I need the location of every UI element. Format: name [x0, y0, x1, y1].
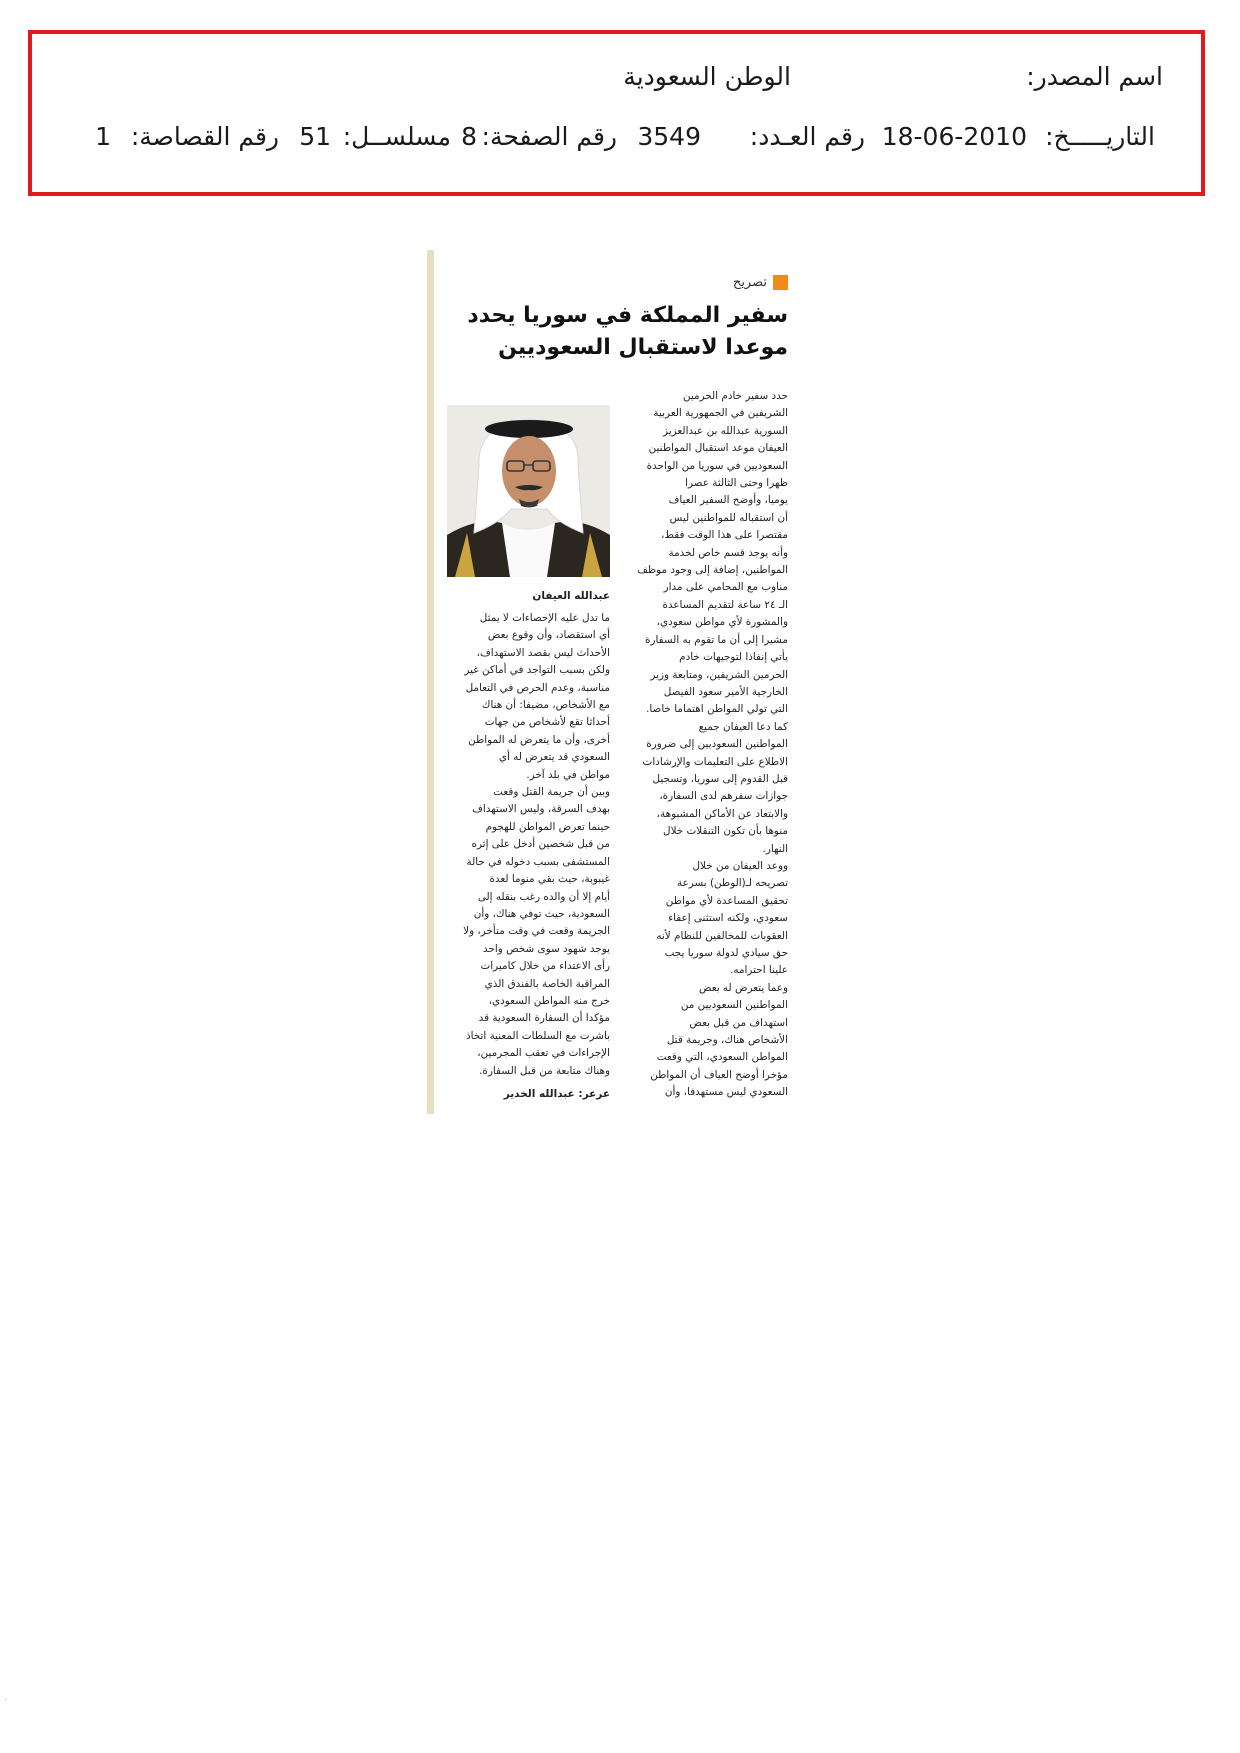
clip-value: 1	[95, 122, 111, 151]
serial-label: مسلســل:	[342, 122, 451, 151]
photo-caption: عبدالله العيفان	[532, 590, 610, 602]
portrait-illustration	[447, 405, 610, 577]
article-kicker	[733, 273, 788, 291]
clip-label: رقم القصاصة:	[130, 122, 279, 151]
article-headline: سفير المملكة في سوريا يحدد موعدا لاستقبال السعوديين	[467, 303, 788, 360]
portrait-photo	[447, 405, 610, 577]
source-label: اسم المصدر:	[1026, 62, 1163, 91]
article-column-right: حدد سفير خادم الحرمين الشريفين في الجمهورية العربية السورية عبدالله بن عبدالعزيز العيفان موعد استقبال المواطنين السعوديين في سوريا من الواحدة ظهرا وحتى الثالثة عصرا يوميا، وأوضح السفير العياف أن استقباله للمواطنين ليس مقتصرا على هذا الوقت فقط، وأنه يوجد قسم خاص لخدمة المواطنين، إضافة إلى وجود موظف مناوب مع المحامي على مدار الـ ٢٤ ساعة لتقديم المساعدة والمشورة لأي مواطن سعودي، مشيرا إلى أن ما تقوم به السفارة يأتي إنفاذا لتوجيهات خادم الحرمين الشريفين، ومتابعة وزير الخارجية الأمير سعود الفيصل التي تولي المواطن اهتماما خاصا. كما دعا العيفان جميع المواطنين السعوديين إلى ضرورة الاطلاع على التعليمات والإرشادات قبل القدوم إلى سوريا، وتسجيل جوازات سفرهم لدى السفارة، والابتعاد عن الأماكن المشبوهة، منوها بأن تكون التنقلات خلال النهار. ووعد العيفان من خلال تصريحه لـ(الوطن) بسرعة تحقيق المساعدة لأي مواطن سعودي، ولكنه استثنى إعفاء العقوبات للمخالفين للنظام لأنه حق سيادي لدولة سوريا يجب علينا احترامه. وعما يتعرض له بعض المواطنين السعوديين من استهداف من قبل بعض الأشخاص هناك، وجريمة قتل المواطن السعودي، التي وقعت مؤخرا أوضح العياف أن المواطن السعودي ليس مستهدفا، وأن	[637, 390, 788, 1099]
page-value: 8	[461, 122, 477, 151]
kicker-label: تصريح	[732, 274, 767, 290]
scan-artifact-dot: .	[4, 1693, 7, 1702]
serial-value: 51	[299, 122, 331, 151]
article-byline: عرعر: عبدالله الخدير	[503, 1088, 610, 1100]
page-label: رقم الصفحة:	[481, 122, 617, 151]
article-column-left: ما تدل عليه الإحصاءات لا يمثل أي استقصاد، وأن وقوع بعض الأحداث ليس بقصد الاستهداف، ولكن بسبب التواجد في أماكن غير مناسبة، وعدم الحرص في التعامل مع الأشخاص، مضيفا: أن هناك أحداثا تقع لأشخاص من جهات أخرى، وأن ما يتعرض له المواطن السعودي قد يتعرض له أي مواطن في بلد آخر. وبين أن جريمة القتل وقعت بهدف السرقة، وليس الاستهداف حينما تعرض المواطن للهجوم من قبل شخصين أدخل على إثره المستشفى بسبب دخوله في حالة غيبوبة، حيث بقي منوما لعدة أيام إلا أن والده رغب بنقله إلى السعودية، حيث توفي هناك، وأن الجريمة وقعت في وقت متأخر، ولا يوجد شهود سوى شخص واحد رأى الاعتداء من خلال كاميرات المراقبة الخاصة بالفندق الذي خرج منه المواطن السعودي، مؤكدا أن السفارة السعودية قد باشرت مع السلطات المعنية اتخاذ الإجراءات في تعقب المجرمين، وهناك متابعة من قبل السفارة.	[463, 612, 610, 1077]
clipping-header-box	[28, 30, 1205, 196]
issue-label: رقم العـدد:	[749, 122, 865, 151]
source-value: الوطن السعودية	[623, 62, 791, 91]
date-label: التاريـــــخ:	[1045, 122, 1155, 151]
article-side-rule	[427, 250, 434, 1114]
orange-square-icon	[773, 275, 788, 290]
issue-value: 3549	[637, 122, 701, 151]
date-value: 18-06-2010	[881, 122, 1027, 151]
newspaper-article	[427, 250, 788, 1114]
